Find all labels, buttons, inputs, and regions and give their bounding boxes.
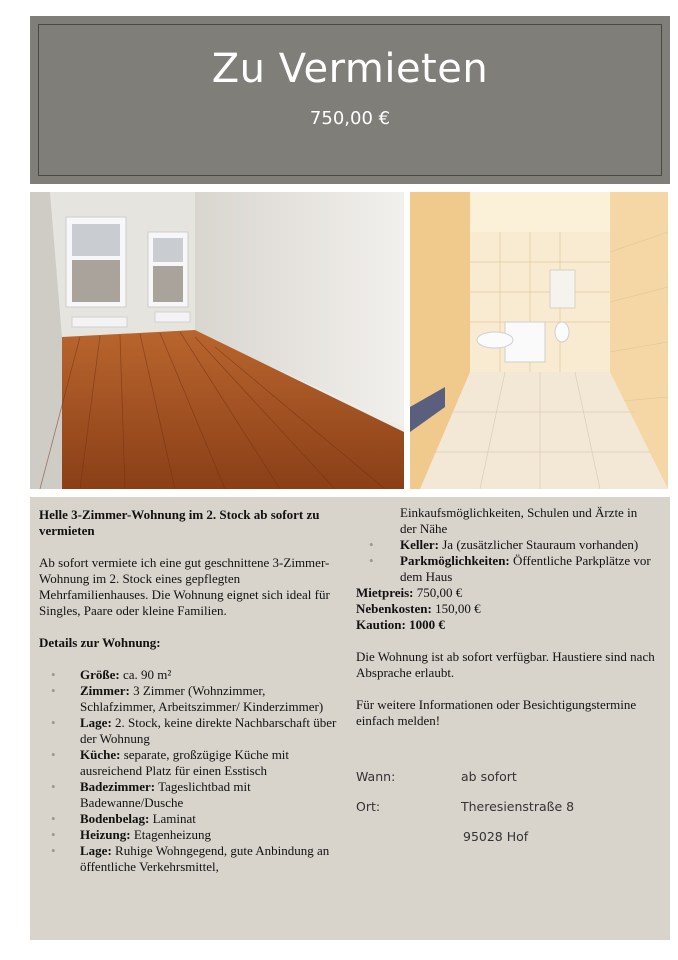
list-item: • Größe: ca. 90 m² bbox=[39, 667, 339, 683]
contact-note: Für weitere Informationen oder Besichtigungstermine einfach melden! bbox=[356, 697, 637, 728]
availability-note: Die Wohnung ist ab sofort verfügbar. Haustiere sind nach Absprache erlaubt. bbox=[356, 649, 655, 680]
list-item: • Lage: Ruhige Wohngegend, gute Anbindung an öffentliche Verkehrsmittel, bbox=[39, 843, 339, 875]
list-item: • Bodenbelag: Laminat bbox=[39, 811, 339, 827]
list-item: • Parkmöglichkeiten: Öffentliche Parkplätze vor dem Haus bbox=[356, 553, 656, 585]
details-continued: Einkaufsmöglichkeiten, Schulen und Ärzte in der Nähe bbox=[400, 505, 638, 536]
city-row bbox=[356, 829, 656, 859]
page-title: Zu Vermieten bbox=[211, 46, 489, 92]
list-item: • Keller: Ja (zusätzlicher Stauraum vorhanden) bbox=[356, 537, 656, 553]
listing-column-right bbox=[356, 505, 656, 859]
living-room-photo bbox=[30, 192, 404, 489]
deposit-cost: Kaution: 1000 € bbox=[356, 617, 445, 632]
where-street: Theresienstraße 8 bbox=[461, 799, 575, 814]
where-row bbox=[356, 799, 656, 829]
when-value: ab sofort bbox=[461, 769, 517, 784]
utility-cost: Nebenkosten: 150,00 € bbox=[356, 601, 481, 616]
list-item: • Badezimmer: Tageslichtbad mit Badewanne/Dusche bbox=[39, 779, 339, 811]
list-item: • Lage: 2. Stock, keine direkte Nachbarschaft über der Wohnung bbox=[39, 715, 339, 747]
where-city: 95028 Hof bbox=[463, 829, 529, 844]
event-info bbox=[356, 769, 656, 859]
listing-details-panel bbox=[30, 497, 670, 940]
listing-column-left bbox=[39, 507, 339, 875]
details-list bbox=[39, 667, 339, 875]
list-item: • Heizung: Etagenheizung bbox=[39, 827, 339, 843]
rent-price: 750,00 € bbox=[309, 108, 391, 129]
when-label: Wann: bbox=[356, 769, 396, 784]
rent-cost: Mietpreis: 750,00 € bbox=[356, 585, 463, 600]
bathroom-photo bbox=[410, 192, 668, 489]
details-heading: Details zur Wohnung: bbox=[39, 635, 161, 650]
listing-headline: Helle 3-Zimmer-Wohnung im 2. Stock ab sofort zu vermieten bbox=[39, 507, 320, 538]
when-row bbox=[356, 769, 656, 799]
list-item: • Küche: separate, großzügige Küche mit ausreichend Platz für einen Esstisch bbox=[39, 747, 339, 779]
listing-intro: Ab sofort vermiete ich eine gut geschnittene 3-Zimmer-Wohnung im 2. Stock eines gepflegten Mehrfamilienhauses. Die Wohnung eignet sich ideal für Singles, Paare oder kleine Familien. bbox=[39, 555, 330, 618]
header-banner bbox=[30, 16, 670, 184]
list-item: • Zimmer: 3 Zimmer (Wohnzimmer, Schlafzimmer, Arbeitszimmer/ Kinderzimmer) bbox=[39, 683, 339, 715]
where-label: Ort: bbox=[356, 799, 381, 814]
details-list-continued bbox=[356, 537, 656, 585]
